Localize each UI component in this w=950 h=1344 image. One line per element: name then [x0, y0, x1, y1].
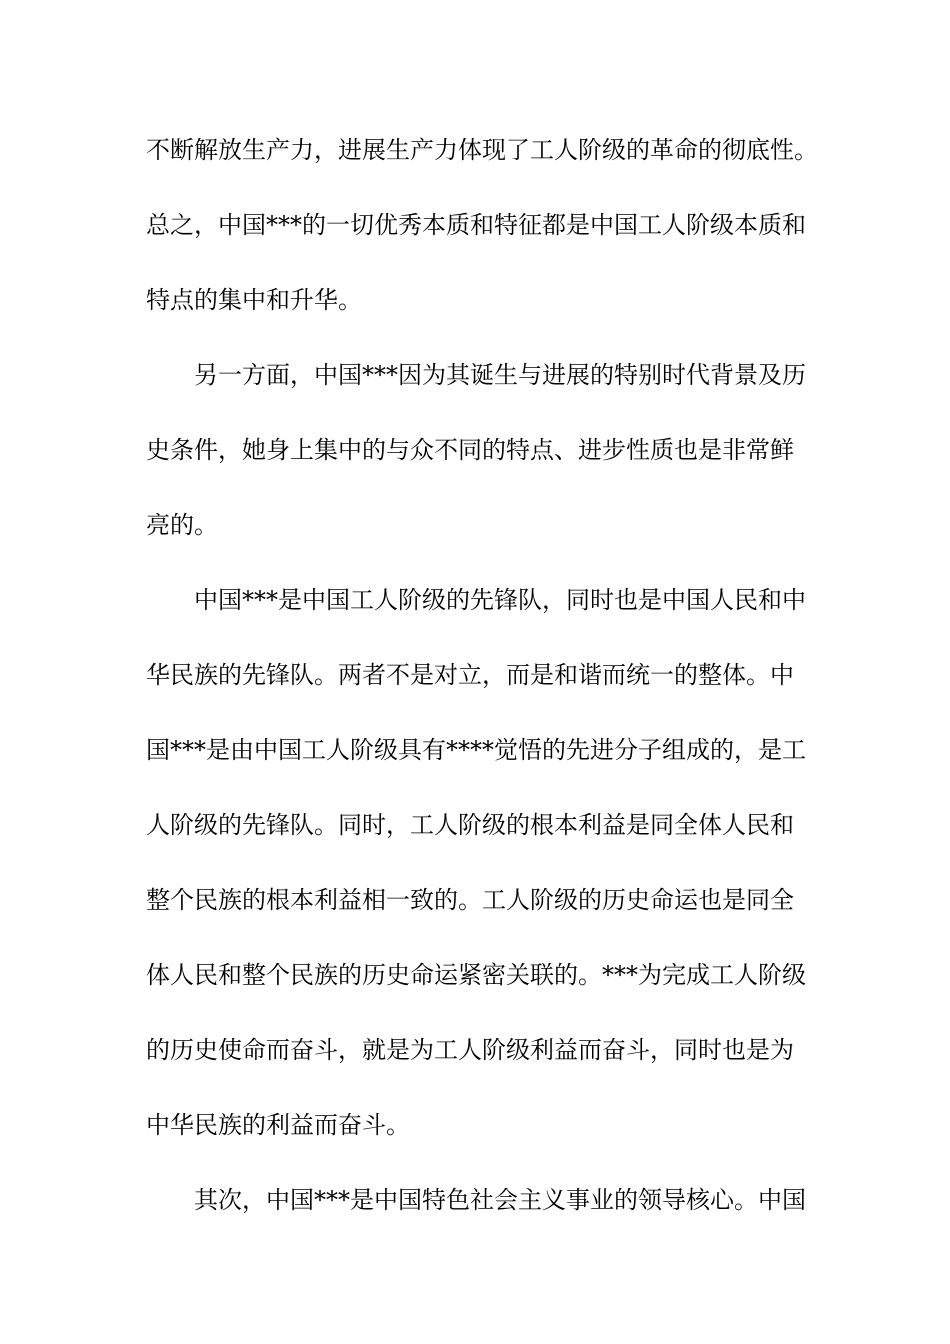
- text-line: 史条件，她身上集中的与众不同的特点、进步性质也是非常鲜: [146, 436, 794, 464]
- text-line: 华民族的先锋队。两者不是对立，而是和谐而统一的整体。中: [146, 661, 794, 689]
- text-line: 人阶级的先锋队。同时，工人阶级的根本利益是同全体人民和: [146, 811, 794, 839]
- text-line: 亮的。: [146, 511, 218, 539]
- text-line: 特点的集中和升华。: [146, 286, 362, 314]
- text-line: 国***是由中国工人阶级具有****觉悟的先进分子组成的，是工: [146, 736, 806, 764]
- text-line: 总之，中国***的一切优秀本质和特征都是中国工人阶级本质和: [146, 211, 806, 239]
- paragraph-first-line: 其次，中国***是中国特色社会主义事业的领导核心。中国: [194, 1186, 806, 1214]
- text-line: 的历史使命而奋斗，就是为工人阶级利益而奋斗，同时也是为: [146, 1036, 794, 1064]
- paragraph-first-line: 中国***是中国工人阶级的先锋队，同时也是中国人民和中: [194, 586, 806, 614]
- text-line: 不断解放生产力，进展生产力体现了工人阶级的革命的彻底性。: [146, 136, 818, 164]
- text-line: 整个民族的根本利益相一致的。工人阶级的历史命运也是同全: [146, 886, 794, 914]
- text-line: 中华民族的利益而奋斗。: [146, 1111, 410, 1139]
- paragraph-first-line: 另一方面，中国***因为其诞生与进展的特别时代背景及历: [194, 361, 806, 389]
- text-line: 体人民和整个民族的历史命运紧密关联的。***为完成工人阶级: [146, 961, 806, 989]
